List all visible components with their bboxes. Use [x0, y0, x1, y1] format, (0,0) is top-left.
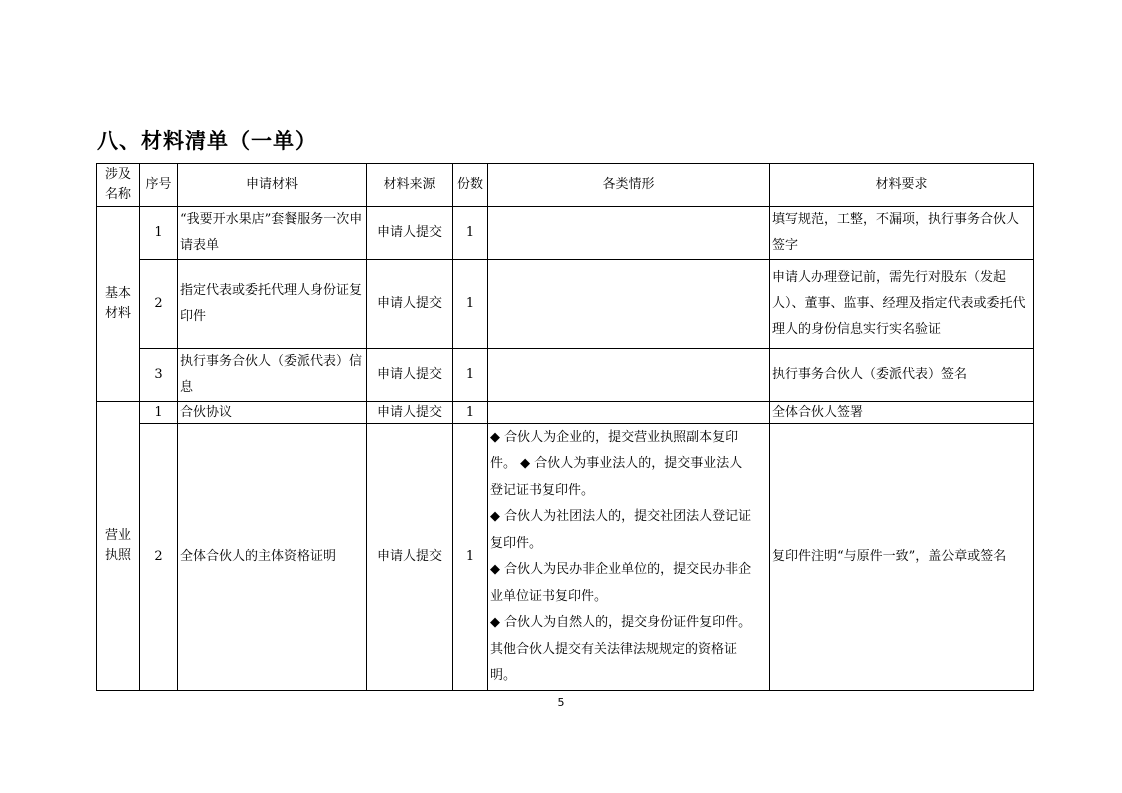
seq-cell: 2 — [140, 260, 178, 349]
requirements-cell: 执行事务合伙人（委派代表）签名 — [770, 349, 1034, 402]
category-cell: 营业执照 — [97, 402, 140, 691]
source-cell: 申请人提交 — [367, 349, 453, 402]
seq-cell: 1 — [140, 207, 178, 260]
source-cell: 申请人提交 — [367, 207, 453, 260]
table-row — [97, 260, 1034, 349]
situation-line: ◆ 合伙人为社团法人的，提交社团法人登记证 — [490, 509, 752, 524]
requirements-cell: 全体合伙人签署 — [770, 402, 1034, 424]
situation-line: ◆ 合伙人为民办非企业单位的，提交民办非企 — [490, 562, 752, 577]
page-number: 5 — [557, 696, 565, 709]
header-source: 材料来源 — [367, 164, 453, 207]
material-cell: 执行事务合伙人（委派代表）信息 — [178, 349, 367, 402]
material-cell: “我要开水果店”套餐服务一次申请表单 — [178, 207, 367, 260]
material-cell: 合伙协议 — [178, 402, 367, 424]
table-row — [97, 402, 1034, 424]
header-category: 涉及名称 — [97, 164, 140, 207]
situation-line: 复印件。 — [490, 535, 543, 551]
page-title: 八、材料清单（一单） — [97, 129, 317, 153]
header-seq: 序号 — [140, 164, 178, 207]
seq-cell: 3 — [140, 349, 178, 402]
situation-line: ◆ 合伙人为企业的，提交营业执照副本复印 — [490, 429, 739, 445]
situations-cell — [488, 260, 770, 349]
header-requirements: 材料要求 — [770, 164, 1034, 207]
category-cell: 基本材料 — [97, 207, 140, 402]
copies-cell: 1 — [453, 424, 488, 691]
header-situations: 各类情形 — [488, 164, 770, 207]
material-cell: 指定代表或委托代理人身份证复印件 — [178, 260, 367, 349]
situations-cell — [488, 207, 770, 260]
situations-cell — [488, 349, 770, 402]
table-row — [97, 349, 1034, 402]
source-cell: 申请人提交 — [367, 424, 453, 691]
situations-cell — [488, 424, 770, 691]
copies-cell: 1 — [453, 260, 488, 349]
source-cell: 申请人提交 — [367, 260, 453, 349]
situation-line: 登记证书复印件。 — [490, 482, 595, 498]
situation-line: 件。 ◆ 合伙人为事业法人的，提交事业法人 — [490, 456, 743, 471]
situation-line: 其他合伙人提交有关法律法规规定的资格证 — [490, 641, 738, 657]
table-row — [97, 424, 1034, 691]
situation-line: 明。 — [490, 668, 517, 683]
seq-cell: 1 — [140, 402, 178, 424]
requirements-cell: 填写规范，工整，不漏项，执行事务合伙人签字 — [770, 207, 1034, 260]
requirements-cell: 复印件注明“与原件一致”，盖公章或签名 — [770, 424, 1034, 691]
copies-cell: 1 — [453, 207, 488, 260]
table-row — [97, 207, 1034, 260]
header-material: 申请材料 — [178, 164, 367, 207]
situations-cell — [488, 402, 770, 424]
header-copies: 份数 — [453, 164, 488, 207]
material-cell: 全体合伙人的主体资格证明 — [178, 424, 367, 691]
requirements-cell: 申请人办理登记前，需先行对股东（发起人）、董事、监事、经理及指定代表或委托代理人的身份信息实行实名验证 — [770, 260, 1034, 349]
seq-cell: 2 — [140, 424, 178, 691]
source-cell: 申请人提交 — [367, 402, 453, 424]
situation-line: ◆ 合伙人为自然人的，提交身份证件复印件。 — [490, 615, 752, 630]
table-header-row — [97, 164, 1034, 207]
copies-cell: 1 — [453, 349, 488, 402]
materials-table — [96, 163, 1034, 691]
situation-line: 业单位证书复印件。 — [490, 588, 608, 604]
copies-cell: 1 — [453, 402, 488, 424]
